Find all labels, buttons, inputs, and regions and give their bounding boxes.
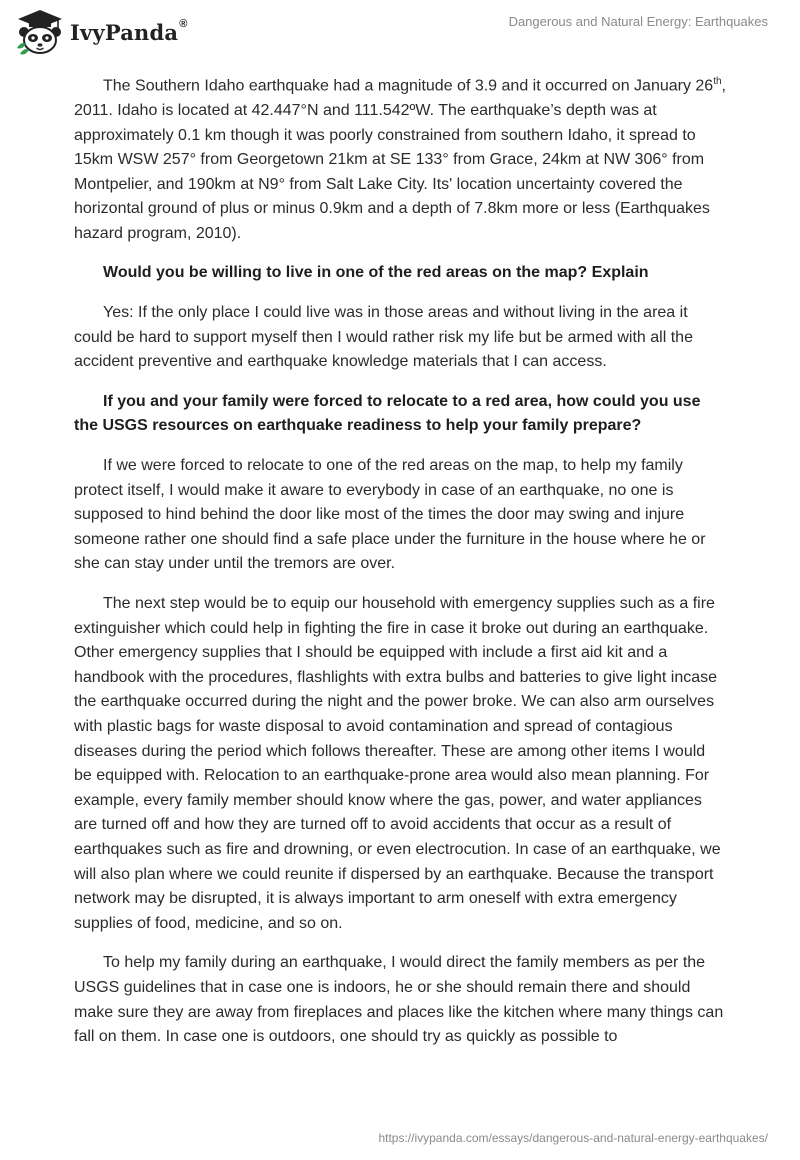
paragraph-usgs-guidelines: To help my family during an earthquake, I would direct the family members as per the USGS guidelines that in case one is indoors, he or she should remain there and should make sure they are away from fireplaces and places like the kitchen where many things can fall on them. In case one is outdoors, one should try as quickly as possible to: [74, 954, 724, 1046]
paragraph-emergency-supplies: The next step would be to equip our household with emergency supplies such as a fire extinguisher which could help in fighting the fire in case it broke out during an earthquake. Other emergency supplies that I should be equipped with include a first aid kit and a handbook with the procedures, flashlights with extra bulbs and batteries to give light incase the earthquake occurred during the night and the power broke. We can also arm ourselves with plastic bags for waste disposal to avoid contamination and spread of contagious diseases during the period which follows thereafter. These are among other items I would be equipped with. Relocation to an earthquake-prone area would also mean planning. For example, every family member should know where the gas, power, and water appliances are turned off and how they are turned off to avoid accidents that occur as a result of earthquakes such as fire and drowning, or even electrocution. In case of an earthquake, we will also plan where we could reunite if dispersed by an earthquake. Because the transport network may be disrupted, it is always important to arm oneself with extra emergency supplies of food, medicine, and so on.: [74, 595, 721, 932]
paragraph-answer-yes: Yes: If the only place I could live was in those areas and without living in the area it could be hard to support myself then I would rather risk my life but be armed with all the accident preventive and earthquake knowledge materials that I can access.: [74, 304, 693, 371]
ivypanda-logo[interactable]: [14, 8, 188, 56]
brand-name: [70, 17, 188, 45]
document-title: Dangerous and Natural Energy: Earthquakes: [508, 14, 768, 29]
superscript: th: [713, 76, 722, 87]
paragraph-idaho-earthquake: [74, 70, 726, 246]
source-url-link[interactable]: https://ivypanda.com/essays/dangerous-and-natural-energy-earthquakes/: [378, 1131, 768, 1145]
essay-body: [74, 70, 726, 1065]
question-usgs-resources: If you and your family were forced to relocate to a red area, how could you use the USGS resources on earthquake readiness to help your family prepare?: [74, 392, 701, 435]
paragraph-text: , 2011. Idaho is located at 42.447°N and 111.542ºW. The earthquake’s depth was at approximately 0.1 km though it was poorly constrained from southern Idaho, it spread to 15km WSW 257° from Georgetown 21km at SE 133° from Grace, 24km at NW 306° from Montpelier, and 190km at N9° from Salt Lake City. Its' location uncertainty covered the horizontal ground of plus or minus 0.9km and a depth of 7.8km more or less (Earthquakes hazard program, 2010).: [74, 77, 726, 242]
question-red-areas: Would you be willing to live in one of the red areas on the map? Explain: [103, 264, 649, 282]
page-header: [0, 0, 800, 64]
registered-mark: ®: [179, 17, 188, 30]
paragraph-text: The Southern Idaho earthquake had a magnitude of 3.9 and it occurred on January 26: [103, 77, 714, 95]
panda-graduate-icon: [14, 8, 66, 56]
brand-text: IvyPanda: [70, 19, 179, 45]
paragraph-relocation: If we were forced to relocate to one of the red areas on the map, to help my family protect itself, I would make it aware to everybody in case of an earthquake, no one is supposed to hind behind the door like most of the times the door may swing and injure someone rather one should find a safe place under the furniture in the house where he or she can stay under until the tremors are over.: [74, 457, 706, 573]
